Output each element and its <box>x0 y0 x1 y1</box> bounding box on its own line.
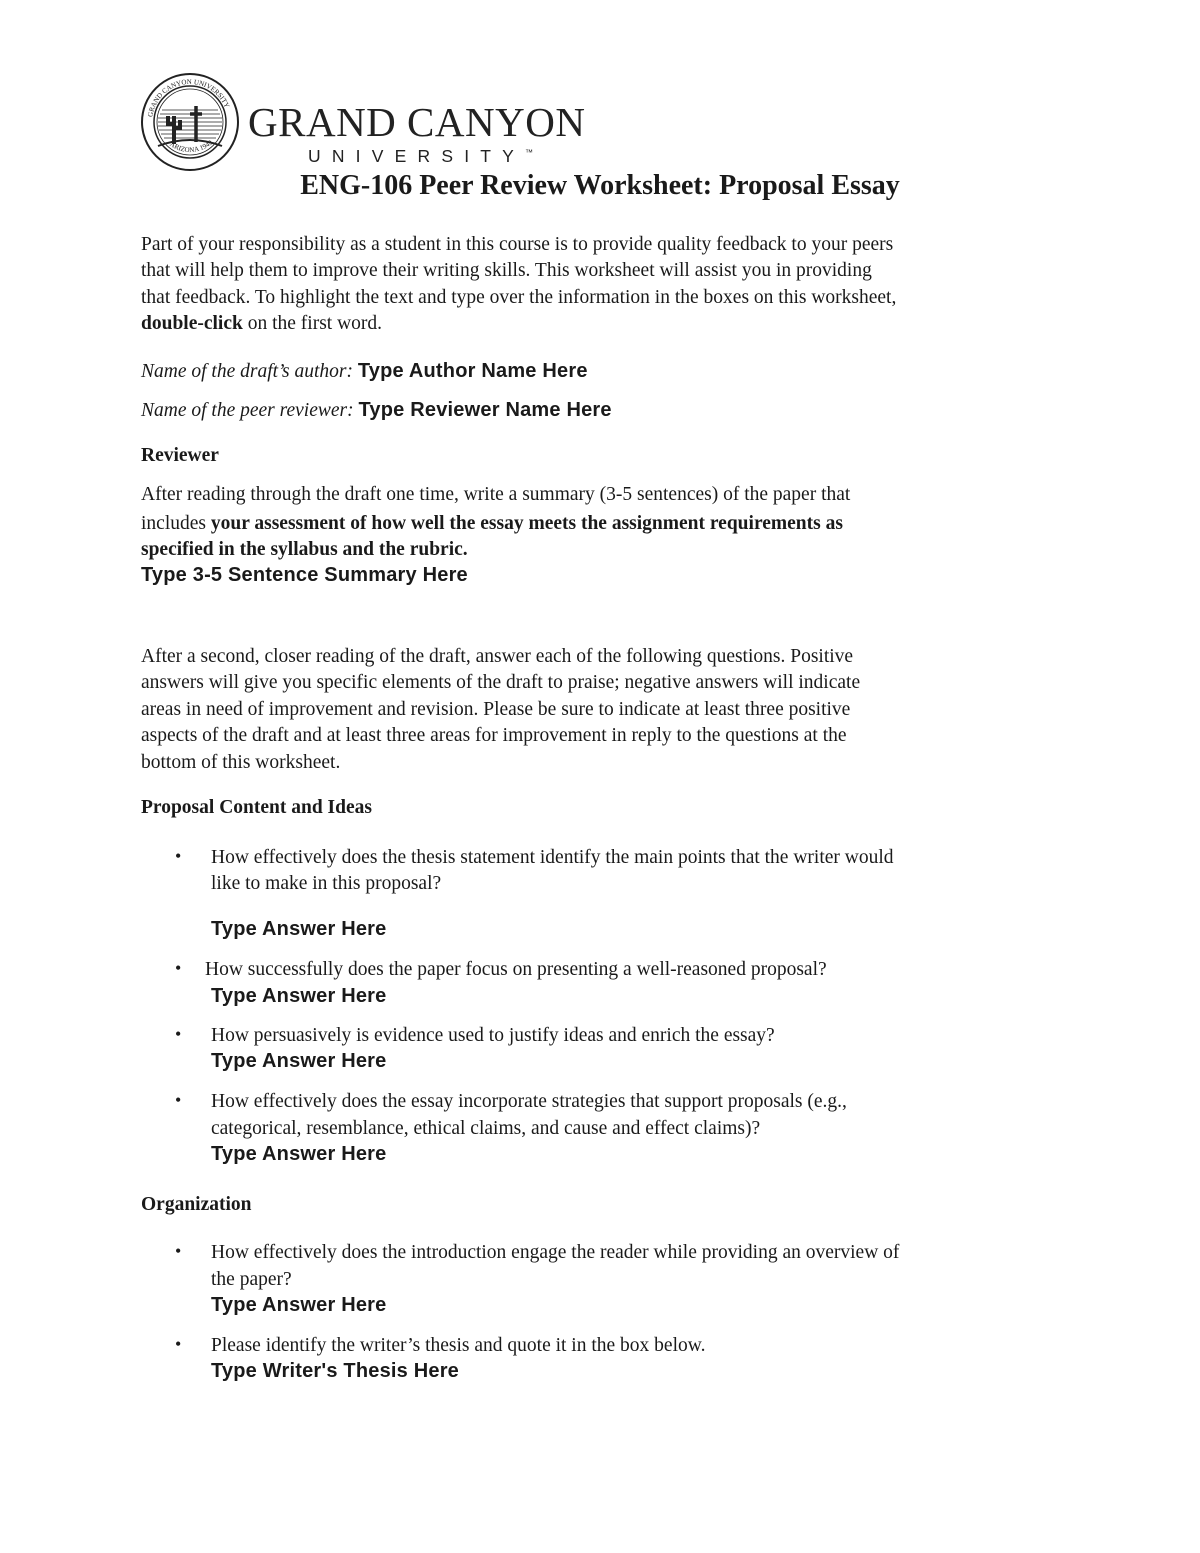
organization-q1-line-2: the paper? <box>211 1269 292 1290</box>
double-click-emphasis: double-click <box>141 313 243 334</box>
intro-line-2: that will help them to improve their writing skills. This worksheet will assist you in providing <box>141 260 872 281</box>
university-name: GRAND CANYON <box>248 99 586 145</box>
organization-heading: Organization <box>141 1194 252 1215</box>
second-reading-line-4: aspects of the draft and at least three areas for improvement in reply to the questions at the <box>141 725 847 746</box>
content-q3: How persuasively is evidence used to justify ideas and enrich the essay? <box>211 1025 775 1046</box>
reviewer-heading: Reviewer <box>141 445 219 466</box>
author-name-field[interactable]: Type Author Name Here <box>357 360 588 382</box>
reviewer-line-1: After reading through the draft one time, write a summary (3-5 sentences) of the paper that <box>141 484 851 505</box>
intro-line-3: that feedback. To highlight the text and type over the information in the boxes on this worksheet, <box>141 287 897 308</box>
reviewer-label: Name of the peer reviewer: <box>141 400 354 421</box>
bullet: • <box>175 1024 182 1044</box>
content-q2-answer-field[interactable]: Type Answer Here <box>211 985 387 1007</box>
intro-line-4-rest: on the first word. <box>242 313 383 334</box>
content-q1-answer-field[interactable]: Type Answer Here <box>211 918 387 940</box>
university-subtitle <box>308 146 533 167</box>
content-q4-line-1: How effectively does the essay incorporate strategies that support proposals (e.g., <box>211 1091 847 1112</box>
svg-text:GRAND CANYON UNIVERSITY: GRAND CANYON UNIVERSITY <box>146 77 231 118</box>
bullet: • <box>175 958 182 978</box>
organization-q1-answer-field[interactable]: Type Answer Here <box>211 1294 387 1316</box>
organization-q2: Please identify the writer’s thesis and quote it in the box below. <box>211 1335 706 1356</box>
author-label: Name of the draft’s author: <box>141 361 353 382</box>
svg-text:ARIZONA 1949: ARIZONA 1949 <box>168 138 215 155</box>
author-row <box>141 358 588 386</box>
reviewer-line-2-plain: includes <box>141 513 211 534</box>
content-q2: How successfully does the paper focus on presenting a well-reasoned proposal? <box>205 959 827 980</box>
content-q1-line-1: How effectively does the thesis statement identify the main points that the writer would <box>211 847 894 868</box>
reviewer-row <box>141 397 612 425</box>
content-q3-answer-field[interactable]: Type Answer Here <box>211 1050 387 1072</box>
summary-field[interactable]: Type 3-5 Sentence Summary Here <box>141 564 468 586</box>
university-seal-icon <box>140 72 240 172</box>
university-subtitle-text: UNIVERSITY <box>308 146 526 166</box>
reviewer-name-field[interactable]: Type Reviewer Name Here <box>358 399 612 421</box>
intro-line-4 <box>141 311 382 338</box>
reviewer-line-2 <box>141 511 843 538</box>
intro-line-1: Part of your responsibility as a student in this course is to provide quality feedback to your peers <box>141 234 894 255</box>
second-reading-line-2: answers will give you specific elements of the draft to praise; negative answers will indicate <box>141 672 861 693</box>
bullet: • <box>175 846 182 866</box>
reviewer-line-3-bold: specified in the syllabus and the rubric. <box>141 539 468 560</box>
content-heading: Proposal Content and Ideas <box>141 797 372 818</box>
content-q4-line-2: categorical, resemblance, ethical claims, and cause and effect claims)? <box>211 1118 761 1139</box>
second-reading-line-5: bottom of this worksheet. <box>141 752 341 773</box>
reviewer-line-2-bold: your assessment of how well the essay meets the assignment requirements as <box>210 513 843 534</box>
second-reading-line-1: After a second, closer reading of the draft, answer each of the following questions. Positive <box>141 646 854 667</box>
content-q4-answer-field[interactable]: Type Answer Here <box>211 1143 387 1165</box>
trademark-symbol: ™ <box>525 148 534 158</box>
bullet: • <box>175 1090 182 1110</box>
second-reading-line-3: areas in need of improvement and revision. Please be sure to indicate at least three positive <box>141 699 851 720</box>
content-q1-line-2: like to make in this proposal? <box>211 873 442 894</box>
thesis-field[interactable]: Type Writer's Thesis Here <box>211 1360 459 1382</box>
bullet: • <box>175 1241 182 1261</box>
organization-q1-line-1: How effectively does the introduction engage the reader while providing an overview of <box>211 1242 900 1263</box>
bullet: • <box>175 1334 182 1354</box>
page-title: ENG-106 Peer Review Worksheet: Proposal Essay <box>300 170 900 201</box>
reviewer-line-3 <box>141 537 468 564</box>
